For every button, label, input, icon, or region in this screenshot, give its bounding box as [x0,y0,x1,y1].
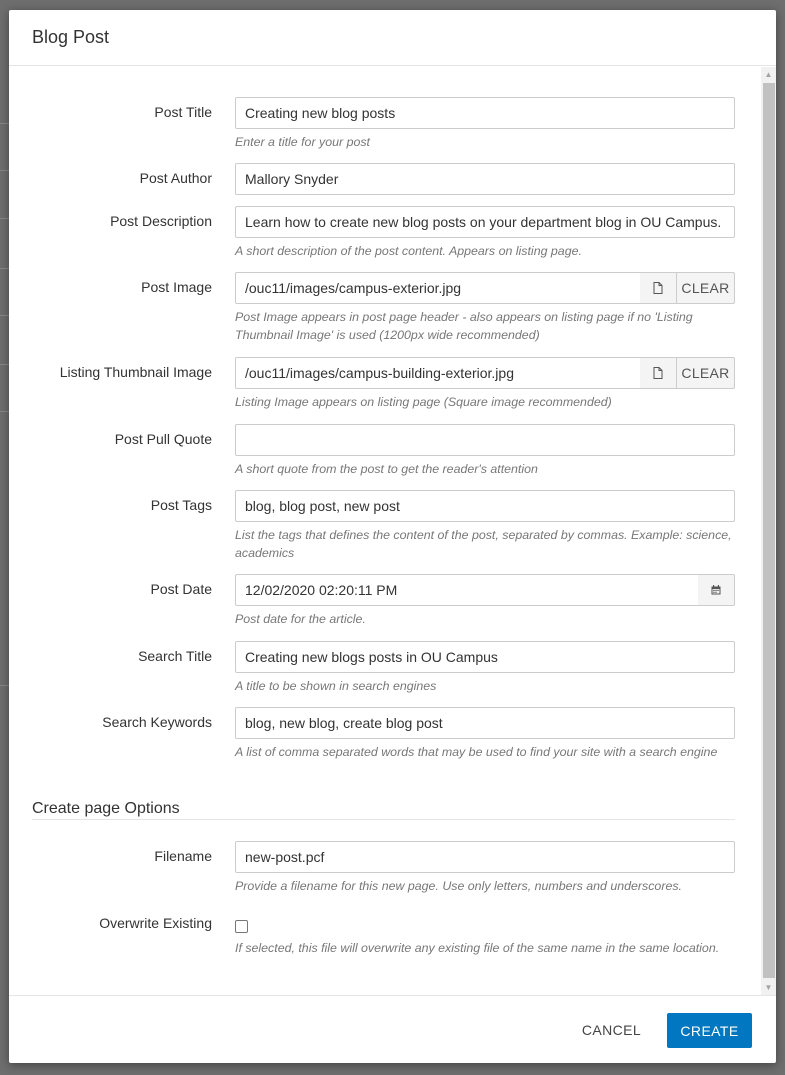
blog-post-dialog [9,10,776,1063]
post-image-clear-button[interactable]: CLEAR [676,272,735,304]
post-author-input[interactable] [235,163,735,195]
post-description-label: Post Description [110,213,212,229]
overwrite-help: If selected, this file will overwrite any existing file of the same name in the same location. [235,941,720,955]
calendar-icon [711,585,721,595]
post-title-input[interactable] [235,97,735,129]
search-keywords-label: Search Keywords [102,714,212,730]
search-title-label: Search Title [138,648,212,664]
overwrite-checkbox[interactable] [235,920,248,933]
file-icon [653,367,663,379]
post-pull-quote-input[interactable] [235,424,735,456]
search-title-help: A title to be shown in search engines [235,679,437,693]
filename-input[interactable] [235,841,735,873]
post-pull-quote-help: A short quote from the post to get the reader's attention [235,462,538,476]
post-pull-quote-label: Post Pull Quote [114,431,212,447]
overwrite-label: Overwrite Existing [99,915,212,931]
post-date-label: Post Date [150,581,212,597]
listing-thumbnail-clear-button[interactable]: CLEAR [676,357,735,389]
scrollbar-thumb[interactable] [763,83,775,978]
dialog-header [9,10,776,66]
filename-label: Filename [154,848,212,864]
post-author-label: Post Author [139,170,212,186]
search-title-input[interactable] [235,641,735,673]
post-date-picker-button[interactable] [698,574,735,606]
post-image-help: Post Image appears in post page header - also appears on listing page if no 'Listing Thumbnail Image' is used (1200px wide recommended) [235,310,693,342]
post-description-help: A short description of the post content. Appears on listing page. [235,244,582,258]
post-title-label: Post Title [154,104,212,120]
listing-thumbnail-help: Listing Image appears on listing page (Square image recommended) [235,395,612,409]
cancel-button[interactable]: CANCEL [574,1013,649,1047]
listing-thumbnail-input[interactable] [235,357,641,389]
post-tags-input[interactable] [235,490,735,522]
section-divider [32,819,735,820]
post-image-browse-button[interactable] [640,272,677,304]
create-options-heading: Create page Options [32,800,180,817]
file-icon [653,282,663,294]
filename-help: Provide a filename for this new page. Use only letters, numbers and underscores. [235,879,682,893]
dialog-footer [9,995,776,1063]
dialog-title: Blog Post [32,27,110,47]
listing-thumbnail-browse-button[interactable] [640,357,677,389]
post-date-help: Post date for the article. [235,612,366,626]
search-keywords-input[interactable] [235,707,735,739]
dialog-scrollbar[interactable] [761,67,776,995]
create-button[interactable]: CREATE [667,1013,752,1048]
post-tags-label: Post Tags [150,497,212,513]
dialog-body [9,67,776,995]
post-title-help: Enter a title for your post [235,135,370,149]
scroll-up-icon[interactable]: ▲ [764,70,773,79]
post-date-input[interactable] [235,574,699,606]
search-keywords-help: A list of comma separated words that may be used to find your site with a search engine [235,745,718,759]
listing-thumbnail-label: Listing Thumbnail Image [59,364,212,380]
post-image-input[interactable] [235,272,641,304]
post-image-label: Post Image [141,279,212,295]
post-tags-help: List the tags that defines the content of the post, separated by commas. Example: science, academics [235,528,732,560]
post-description-input[interactable] [235,206,735,238]
scroll-down-icon[interactable]: ▼ [764,983,773,992]
